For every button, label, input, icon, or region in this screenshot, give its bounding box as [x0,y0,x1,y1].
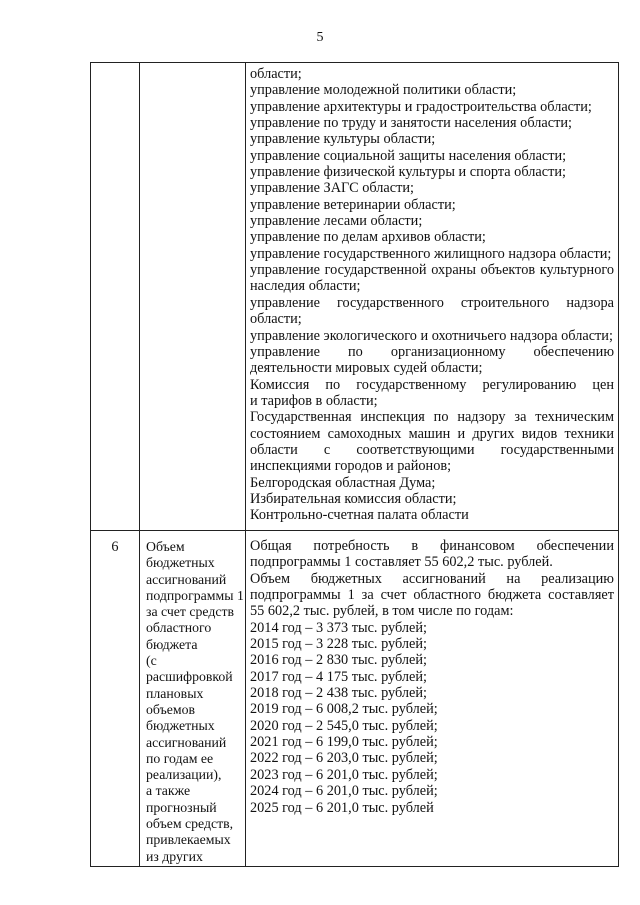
label-line: областного [146,620,212,636]
text-line: Избирательная комиссия области; [250,490,457,507]
text-line: 2019 год – 6 008,2 тыс. рублей; [250,701,438,718]
text-line: 2024 год – 6 201,0 тыс. рублей; [250,783,438,800]
text-line: управление ветеринарии области; [250,196,456,213]
text-line: деятельности мировых судей области; [250,360,483,377]
text-line: управление экологического и охотничьего надзора области; [250,327,613,344]
label-line: по годам ее [146,750,214,766]
text-line: Государственная инспекция по надзору за техническим [250,409,614,426]
label-line: бюджетных [146,718,215,734]
text-line: 2025 год – 6 201,0 тыс. рублей [250,799,434,816]
text-line: управление культуры области; [250,131,436,148]
table-row-continuation [91,63,619,531]
text-line: Объем бюджетных ассигнований на реализацию [250,570,614,587]
text-line: Общая потребность в финансовом обеспечении [250,538,614,554]
label-line: а также [146,783,191,799]
text-line: 55 602,2 тыс. рублей, в том числе по годам: [250,603,514,620]
row-number-cell: 6 [91,531,140,867]
text-line: управление архитектуры и градостроительства области; [250,98,592,115]
label-line: объем средств, [146,816,234,832]
text-line: подпрограммы 1 за счет областного бюджета составляет [250,587,614,604]
text-line: 2020 год – 2 545,0 тыс. рублей; [250,717,438,734]
text-line: Белгородская областная Дума; [250,474,436,491]
page-number: 5 [316,30,324,45]
text-line: 2014 год – 3 373 тыс. рублей; [250,619,428,636]
label-line: подпрограммы 1 [146,587,244,603]
row-label-cell [140,63,246,531]
text-line: управление государственного строительного надзора [250,294,614,311]
label-line: бюджета [146,636,198,652]
text-line: 2022 год – 6 203,0 тыс. рублей; [250,750,438,767]
text-line: 2023 год – 6 201,0 тыс. рублей; [250,766,438,783]
label-line: ассигнований [146,734,227,750]
label-line: (с [146,653,157,669]
label-line: за счет средств [146,604,235,620]
text-line: 2017 год – 4 175 тыс. рублей; [250,668,428,685]
text-line: 2018 год – 2 438 тыс. рублей; [250,685,428,702]
text-line: 2016 год – 2 830 тыс. рублей; [250,652,428,669]
text-line: управление физической культуры и спорта области; [250,164,566,181]
text-line: управление по труду и занятости населения области; [250,115,572,132]
text-line: 2021 год – 6 199,0 тыс. рублей; [250,734,438,751]
label-line: из других [146,848,203,864]
text-line: состоянием самоходных машин и других видов техники [250,425,614,442]
text-line: инспекциями городов и районов; [250,458,452,475]
text-line: и тарифов в области; [250,392,378,409]
text-line: области; [250,66,302,82]
passport-table [90,62,619,867]
text-line: Контрольно-счетная палата области [250,507,469,524]
text-line: управление ЗАГС области; [250,180,414,197]
label-line: расшифровкой [146,669,233,685]
row-number-cell [91,63,140,531]
label-line: ассигнований [146,571,227,587]
text-line: наследия области; [250,278,361,295]
budget-detail-cell [246,531,619,867]
text-line: управление государственного жилищного надзора области; [250,245,612,262]
text-line: управление молодежной политики области; [250,82,517,99]
budget-label-cell [140,531,246,867]
text-line: управление лесами области; [250,213,423,230]
text-line: области с соответствующими государственными [250,441,614,458]
text-line: управление по делам архивов области; [250,229,486,246]
label-line: прогнозный [146,799,217,815]
label-line: реализации), [146,767,222,783]
text-line: области; [250,311,302,328]
text-line: управление по организационному обеспечению [250,343,614,360]
text-line: управление государственной охраны объектов культурного [250,262,614,279]
text-line: 2015 год – 3 228 тыс. рублей; [250,636,428,653]
executors-list-cell [246,63,619,531]
label-line: Объем [146,539,185,554]
label-line: объемов [146,701,195,717]
table-row-6 [91,531,619,867]
text-line: Комиссия по государственному регулированию цен [250,376,614,393]
text-line: управление социальной защиты населения области; [250,147,567,164]
label-line: бюджетных [146,555,215,571]
text-line: подпрограммы 1 составляет 55 602,2 тыс. рублей. [250,554,553,571]
label-line: привлекаемых [146,832,231,848]
label-line: плановых [146,685,204,701]
